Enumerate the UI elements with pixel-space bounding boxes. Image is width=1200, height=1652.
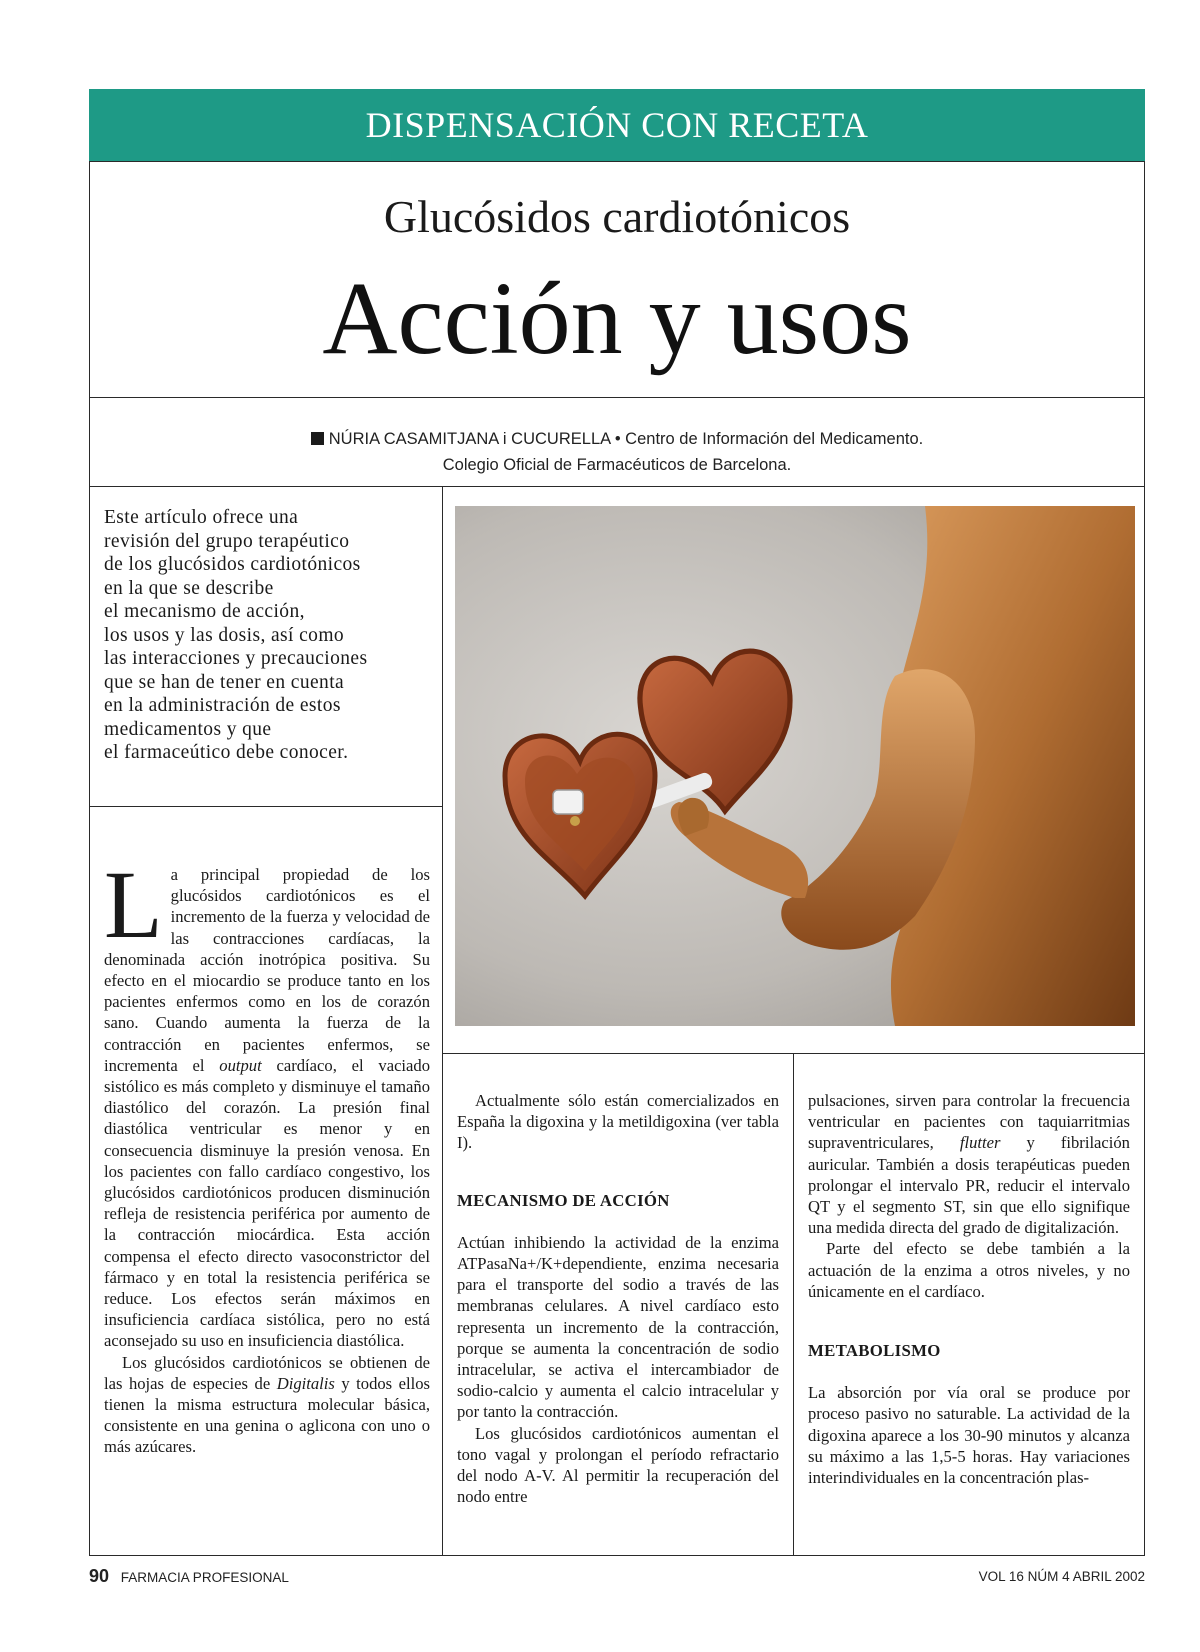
paragraph-text: Los glucósidos cardiotónicos se obtienen de las hojas de especies de (104, 1352, 430, 1393)
paragraph-text: y fibrilación auricular. También a dosis terapéuticas pueden prolongar el intervalo PR, reducir el intervalo QT y el segmento ST, sin que ello signifique una medida directa del grado de digitalización. (808, 1133, 1130, 1238)
paragraph-text: La absorción por vía oral se produce por proceso pasivo no saturable. La actividad de la digoxina aparece a los 30-90 minutos y alcanza su máximo a las 1,5-5 horas. Hay variaciones interindividuales en la concentración plas- (808, 1383, 1130, 1488)
abstract-line: en la que se describe (104, 577, 274, 599)
article-abstract (104, 506, 434, 765)
paragraph-text: Actúan inhibiendo la actividad de la enzima ATPasaNa+/K+dependiente, enzima necesaria para el transporte del sodio a través de las membranas celulares. A nivel cardíaco esto representa un incremento de la contracción, porque se aumenta la concentración de sodio intracelular, se activa el intercambiador de sodio-calcio y aumenta el calcio intracelular y por tanto la contracción. (457, 1232, 779, 1422)
paragraph-text: a principal propiedad de los glucósidos cardiotónicos es el incremento de la fuerza y velocidad de las contracciones cardíacas, la denominada acción inotrópica positiva. Su efecto en el miocardio se produce tanto en los pacientes enfermos como en los de corazón sano. Cuando aumenta la fuerza de la contracción en pacientes enfermos, se incrementa el (104, 865, 430, 1075)
author-name: NÚRIA CASAMITJANA i CUCURELLA (328, 430, 611, 448)
abstract-line: el farmaceútico debe conocer. (104, 742, 349, 763)
paragraph-text: cardíaco, el vaciado sistólico es más completo y disminuye el tamaño diastólico del corazón. La presión final diastólica ventricular es menor y en consecuencia disminuye la presión venosa. En los pacientes con fallo cardíaco congestivo, los glucósidos cardiotónicos producen disminución refleja de resistencia periférica por aumento de la contracción miocárdica. Esta acción compensa el efecto directo vasoconstrictor del fármaco y en total la resistencia periférica se reduce. Los efectos serán máximos en insuficiencia cardíaca sistólica, pero no está aconsejado su uso en insuficiencia diastólica. (104, 1055, 430, 1351)
body-column-3 (808, 1090, 1130, 1488)
affiliation-line-2: Colegio Oficial de Farmacéuticos de Barcelona. (442, 456, 792, 474)
body-column-1 (104, 851, 430, 1458)
footer-left (89, 1566, 289, 1587)
title-divider (89, 397, 1145, 398)
abstract-line: Este artículo ofrece una (104, 507, 299, 528)
section-banner (89, 89, 1145, 161)
column-divider-1 (442, 486, 443, 1556)
banner-divider (89, 161, 1145, 162)
abstract-line: medicamentos y que (104, 718, 272, 740)
abstract-line: en la administración de estos (104, 695, 341, 716)
paragraph-text: y todos ellos tienen la misma estructura molecular básica, consistente en una genina o aglicona con uno o más azúcares. (104, 1373, 430, 1457)
affiliation-line-1: • Centro de Información del Medicamento. (614, 430, 924, 448)
abstract-divider (89, 806, 442, 807)
byline-divider (89, 486, 1145, 487)
section-heading: MECANISMO DE ACCIÓN (457, 1190, 670, 1210)
italic-term: flutter (959, 1133, 1001, 1153)
abstract-line: los usos y las dosis, así como (104, 624, 345, 646)
paragraph-text: pulsaciones, sirven para controlar la frecuencia ventricular en pacientes con taquiarritmias supraventriculares, (808, 1091, 1130, 1153)
section-heading: METABOLISMO (808, 1341, 941, 1361)
abstract-line: el mecanismo de acción, (104, 601, 305, 622)
paragraph-text: Los glucósidos cardiotónicos aumentan el tono vagal y prolongan el período refractario del nodo A-V. Al permitir la recuperación del nodo entre (457, 1423, 779, 1507)
paragraph-text: Parte del efecto se debe también a la actuación de la enzima a otros niveles, y no únicamente en el cardíaco. (808, 1239, 1130, 1301)
abstract-line: que se han de tener en cuenta (104, 671, 345, 693)
article-subtitle: Glucósidos cardiotónicos (383, 191, 851, 242)
journal-name: FARMACIA PROFESIONAL (120, 1570, 289, 1585)
italic-term: output (219, 1055, 262, 1075)
body-column-2 (457, 1090, 779, 1507)
italic-term: Digitalis (276, 1373, 335, 1393)
abstract-line: revisión del grupo terapéutico (104, 530, 350, 552)
footer-issue: VOL 16 NÚM 4 ABRIL 2002 (978, 1569, 1145, 1584)
abstract-line: las interacciones y precauciones (104, 648, 368, 669)
page-number: 90 (89, 1566, 110, 1586)
column-divider-2 (793, 1053, 794, 1556)
section-label: DISPENSACIÓN CON RECETA (365, 105, 869, 145)
abstract-line: de los glucósidos cardiotónicos (104, 554, 361, 575)
heart-dumbbell-photo (455, 506, 1135, 1026)
drop-cap: L (104, 851, 163, 958)
byline (89, 426, 1145, 478)
paragraph-text: Actualmente sólo están comercializados en España la digoxina y la metildigoxina (ver tabla I). (457, 1091, 779, 1153)
bullet-square-icon (311, 432, 324, 445)
article-title: Acción y usos (322, 261, 912, 376)
